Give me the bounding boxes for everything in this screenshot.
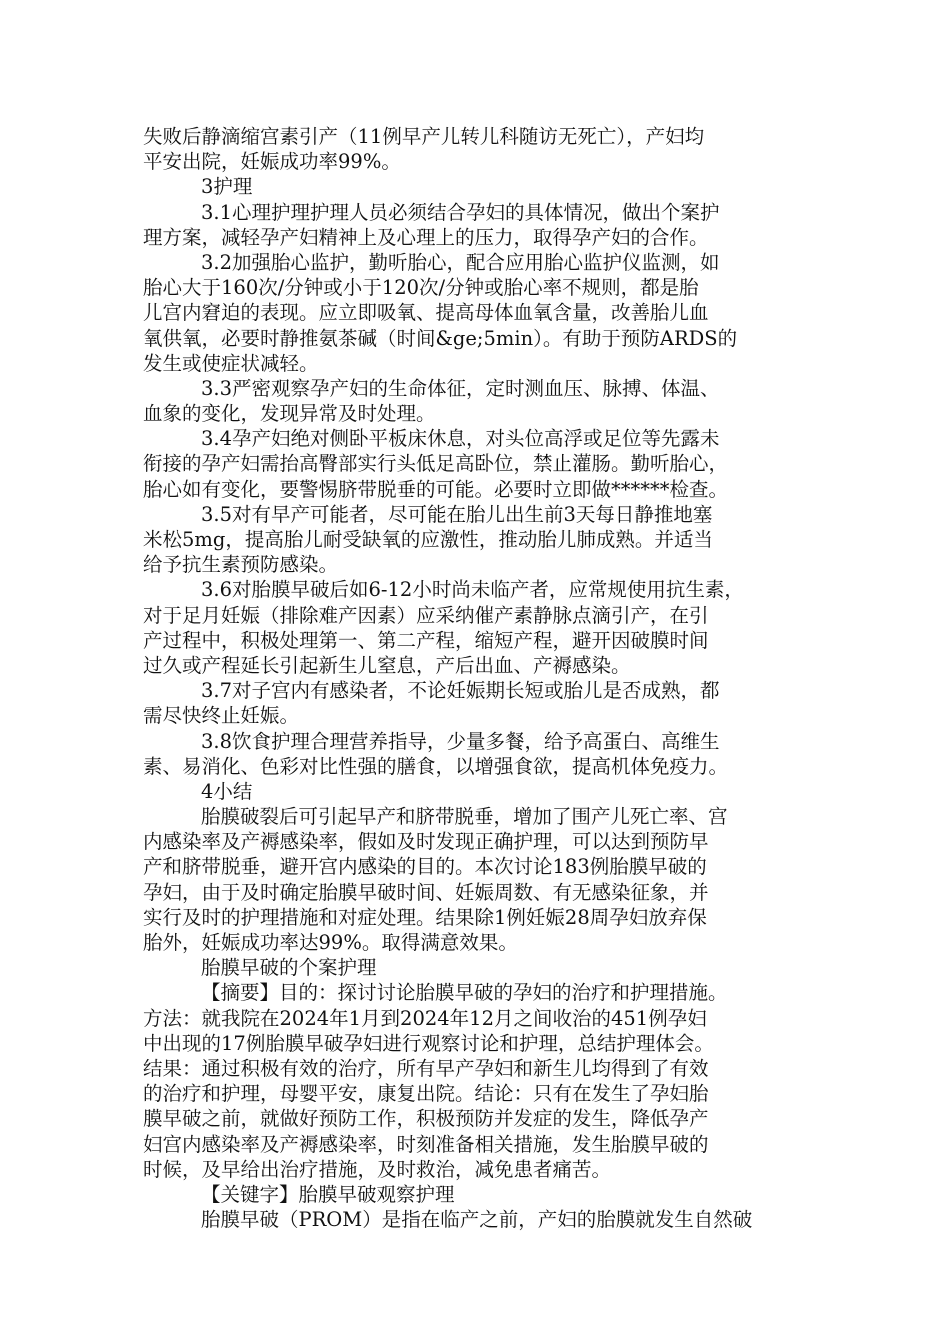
text-line: 胎膜早破（PROM）是指在临产之前，产妇的胎膜就发生自然破: [201, 1208, 753, 1232]
text-line: 胎膜破裂后可引起早产和脐带脱垂，增加了围产儿死亡率、宫: [201, 805, 728, 829]
document-body: [143, 124, 813, 1232]
text-line: 衔接的孕产妇需抬高臀部实行头低足高卧位，禁止灌肠。勤听胎心，: [143, 452, 729, 476]
text-line: 产过程中，积极处理第一、第二产程，缩短产程，避开因破膜时间: [143, 628, 709, 652]
text-line: 胎外，妊娠成功率达99%。取得满意效果。: [143, 931, 518, 954]
text-line: 氧供氧，必要时静推氨茶碱（时间&ge;5min）。有助于预防ARDS的: [143, 326, 738, 350]
text-line: 中出现的17例胎膜早破孕妇进行观察讨论和护理，总结护理体会。: [143, 1031, 714, 1055]
text-line: 4小结: [201, 779, 253, 803]
text-line: 孕妇，由于及时确定胎膜早破时间、妊娠周数、有无感染征象，并: [143, 880, 709, 904]
text-line: 过久或产程延长引起新生儿窒息，产后出血、产褥感染。: [143, 653, 631, 677]
text-line: 实行及时的护理措施和对症处理。结果除1例妊娠28周孕妇放弃保: [143, 905, 707, 929]
text-line: 给予抗生素预防感染。: [143, 553, 339, 577]
text-line: 3.3严密观察孕产妇的生命体征，定时测血压、脉搏、体温、: [201, 376, 720, 400]
text-line: 胎膜早破的个案护理: [201, 956, 377, 980]
text-line: 发生或使症状减轻。: [143, 351, 319, 375]
text-line: 素、易消化、色彩对比性强的膳食，以增强食欲，提高机体免疫力。: [143, 754, 729, 778]
text-line: 【摘要】目的：探讨讨论胎膜早破的孕妇的治疗和护理措施。: [201, 981, 728, 1005]
text-line: 3.1心理护理护理人员必须结合孕妇的具体情况，做出个案护: [201, 200, 720, 224]
text-line: 妇宫内感染率及产褥感染率，时刻准备相关措施，发生胎膜早破的: [143, 1132, 709, 1156]
text-line: 3.7对子宫内有感染者，不论妊娠期长短或胎儿是否成熟，都: [201, 679, 720, 703]
text-line: 失败后静滴缩宫素引产（11例早产儿转儿科随访无死亡），产妇均: [143, 125, 705, 148]
text-line: 理方案，减轻孕产妇精神上及心理上的压力，取得孕产妇的合作。: [143, 225, 709, 249]
text-line: 【关键字】胎膜早破观察护理: [201, 1182, 455, 1206]
text-line: 内感染率及产褥感染率，假如及时发现正确护理，可以达到预防早: [143, 830, 709, 854]
text-line: 胎心大于160次/分钟或小于120次/分钟或胎心率不规则，都是胎: [143, 276, 699, 300]
text-line: 米松5mg，提高胎儿耐受缺氧的应激性，推动胎儿肺成熟。并适当: [143, 528, 713, 551]
text-line: 方法：就我院在2024年1月到2024年12月之间收治的451例孕妇: [143, 1006, 707, 1030]
text-line: 膜早破之前，就做好预防工作，积极预防并发症的发生，降低孕产: [143, 1107, 709, 1131]
text-line: 儿宫内窘迫的表现。应立即吸氧、提高母体血氧含量，改善胎儿血: [143, 301, 709, 325]
text-line: 的治疗和护理，母婴平安，康复出院。结论：只有在发生了孕妇胎: [143, 1082, 709, 1106]
text-line: 时候，及早给出治疗措施，及时救治，减免患者痛苦。: [143, 1157, 612, 1181]
text-line: 胎心如有变化，要警惕脐带脱垂的可能。必要时立即做******检查。: [143, 477, 729, 501]
text-line: 3.5对有早产可能者，尽可能在胎儿出生前3天每日静推地塞: [201, 502, 713, 526]
text-line: 3护理: [201, 175, 253, 199]
text-line: 产和脐带脱垂，避开宫内感染的目的。本次讨论183例胎膜早破的: [143, 855, 707, 879]
text-line: 平安出院，妊娠成功率99%。: [143, 150, 401, 174]
text-line: 3.8饮食护理合理营养指导，少量多餐，给予高蛋白、高维生: [201, 729, 720, 753]
text-line: 需尽快终止妊娠。: [143, 704, 300, 728]
text-line: 对于足月妊娠（排除难产因素）应采纳催产素静脉点滴引产，在引: [143, 603, 709, 627]
text-line: 结果：通过积极有效的治疗，所有早产孕妇和新生儿均得到了有效: [143, 1056, 709, 1080]
text-line: 3.4孕产妇绝对侧卧平板床休息，对头位高浮或足位等先露未: [201, 427, 720, 451]
text-line: 3.2加强胎心监护，勤听胎心，配合应用胎心监护仪监测，如: [201, 250, 720, 274]
text-line: 3.6对胎膜早破后如6-12小时尚未临产者，应常规使用抗生素，: [201, 578, 744, 602]
text-line: 血象的变化，发现异常及时处理。: [143, 402, 436, 426]
